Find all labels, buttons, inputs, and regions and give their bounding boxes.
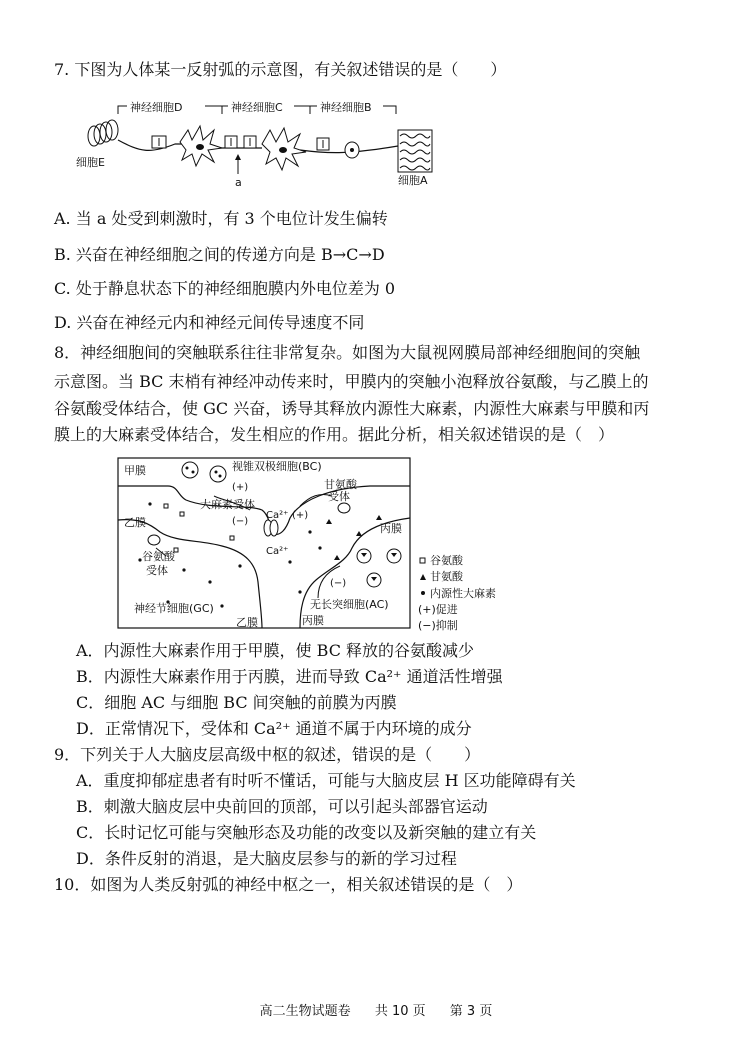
cell-e-coil bbox=[88, 120, 118, 146]
cell-a-label: 细胞A bbox=[398, 174, 428, 187]
legend-gly: 甘氨酸 bbox=[430, 570, 463, 583]
ca-label-1: Ca²⁺ bbox=[266, 510, 289, 521]
glycine-receptor-label-1: 甘氨酸 bbox=[324, 478, 357, 491]
neuron-b-body bbox=[345, 142, 359, 158]
q7-option-b: B. 兴奋在神经细胞之间的传递方向是 B→C→D bbox=[54, 245, 385, 264]
glu-receptor-label-2: 受体 bbox=[146, 564, 168, 577]
neuron-d-label: 神经细胞D bbox=[130, 101, 183, 114]
q8-option-c: C．细胞 AC 与细胞 BC 间突触的前膜为丙膜 bbox=[76, 693, 397, 712]
neuron-b-label: 神经细胞B bbox=[320, 101, 372, 114]
ac-label: 无长突细胞(AC) bbox=[310, 598, 389, 611]
potentiometer-1 bbox=[152, 136, 166, 148]
yi-mo-bottom-label: 乙膜 bbox=[236, 616, 258, 629]
q7-option-a: A. 当 a 处受到刺激时，有 3 个电位计发生偏转 bbox=[54, 209, 388, 228]
legend-inhibit: (−)抑制 bbox=[418, 619, 458, 632]
minus-left-label: (−) bbox=[232, 516, 249, 527]
q8-stem-line-4: 膜上的大麻素受体结合，发生相应的作用。据此分析，相关叙述错误的是（ ） bbox=[54, 425, 615, 444]
q7-stem: 7. 下图为人体某一反射弧的示意图，有关叙述错误的是（ ） bbox=[54, 60, 507, 79]
potentiometer-3 bbox=[244, 136, 256, 148]
point-a-label: a bbox=[235, 176, 242, 189]
q9-option-d: D．条件反射的消退，是大脑皮层参与的新的学习过程 bbox=[76, 849, 457, 868]
q9-option-b: B．刺激大脑皮层中央前回的顶部，可以引起头部器官运动 bbox=[76, 797, 488, 816]
neuron-c-body bbox=[262, 128, 306, 170]
bing-mo-bottom-label: 丙膜 bbox=[302, 614, 324, 627]
legend-cb: 内源性大麻素 bbox=[430, 587, 496, 600]
bing-mo-right-label: 丙膜 bbox=[380, 522, 402, 535]
q8-option-d: D．正常情况下，受体和 Ca²⁺ 通道不属于内环境的成分 bbox=[76, 719, 472, 738]
q7-reflex-arc-figure bbox=[0, 92, 752, 192]
ca-label-2: Ca²⁺ bbox=[266, 546, 289, 557]
glu-receptor-label-1: 谷氨酸 bbox=[142, 550, 175, 563]
legend-promote: (+)促进 bbox=[418, 603, 458, 616]
q10-stem: 10．如图为人类反射弧的神经中枢之一，相关叙述错误的是（ ） bbox=[54, 875, 523, 894]
q9-option-c: C．长时记忆可能与突触形态及功能的改变以及新突触的建立有关 bbox=[76, 823, 537, 842]
q8-stem-line-2: 示意图。当 BC 末梢有神经冲动传来时，甲膜内的突触小泡释放谷氨酸，与乙膜上的 bbox=[54, 372, 649, 391]
footer-page-number: 第 3 页 bbox=[449, 1004, 493, 1019]
ca-plus-label: (+) bbox=[292, 510, 309, 521]
q8-legend bbox=[418, 553, 496, 632]
q7-option-c: C. 处于静息状态下的神经细胞膜内外电位差为 0 bbox=[54, 279, 396, 298]
jia-mo-label: 甲膜 bbox=[124, 464, 146, 477]
cell-e-label: 细胞E bbox=[76, 156, 105, 169]
footer-title: 高二生物试题卷 bbox=[259, 1004, 351, 1019]
cell-a-block bbox=[398, 130, 432, 172]
glycine-receptor-label-2: 受体 bbox=[328, 490, 350, 503]
footer-total-pages: 共 10 页 bbox=[374, 1004, 426, 1019]
cannabinoid-receptor-label: 大麻素受体 bbox=[200, 498, 255, 511]
legend-glu: 谷氨酸 bbox=[430, 554, 463, 567]
minus-ac-label: (−) bbox=[330, 578, 347, 589]
q8-option-a: A．内源性大麻素作用于甲膜，使 BC 释放的谷氨酸减少 bbox=[76, 641, 475, 660]
q8-stem-line-3: 谷氨酸受体结合，使 GC 兴奋，诱导其释放内源性大麻素，内源性大麻素与甲膜和丙 bbox=[54, 399, 650, 418]
q9-stem: 9．下列关于人大脑皮层高级中枢的叙述，错误的是（ ） bbox=[54, 745, 481, 764]
plus-top-label: (+) bbox=[232, 482, 249, 493]
q8-option-b: B．内源性大麻素作用于丙膜，进而导致 Ca²⁺ 通道活性增强 bbox=[76, 667, 503, 686]
gc-label: 神经节细胞(GC) bbox=[134, 602, 214, 615]
potentiometer-4 bbox=[317, 138, 329, 150]
q7-option-d: D. 兴奋在神经元内和神经元间传导速度不同 bbox=[54, 313, 365, 332]
bc-label: 视锥双极细胞(BC) bbox=[232, 460, 322, 473]
yi-mo-label: 乙膜 bbox=[124, 516, 146, 529]
neuron-d-body bbox=[180, 126, 222, 166]
neuron-c-label: 神经细胞C bbox=[231, 101, 283, 114]
q8-synapse-figure bbox=[0, 452, 752, 632]
potentiometer-2 bbox=[225, 136, 237, 148]
q9-option-a: A．重度抑郁症患者有时听不懂话，可能与大脑皮层 H 区功能障碍有关 bbox=[76, 771, 576, 790]
q8-stem-line-1: 8．神经细胞间的突触联系往往非常复杂。如图为大鼠视网膜局部神经细胞间的突触 bbox=[54, 343, 641, 362]
page-footer bbox=[0, 1000, 752, 1019]
